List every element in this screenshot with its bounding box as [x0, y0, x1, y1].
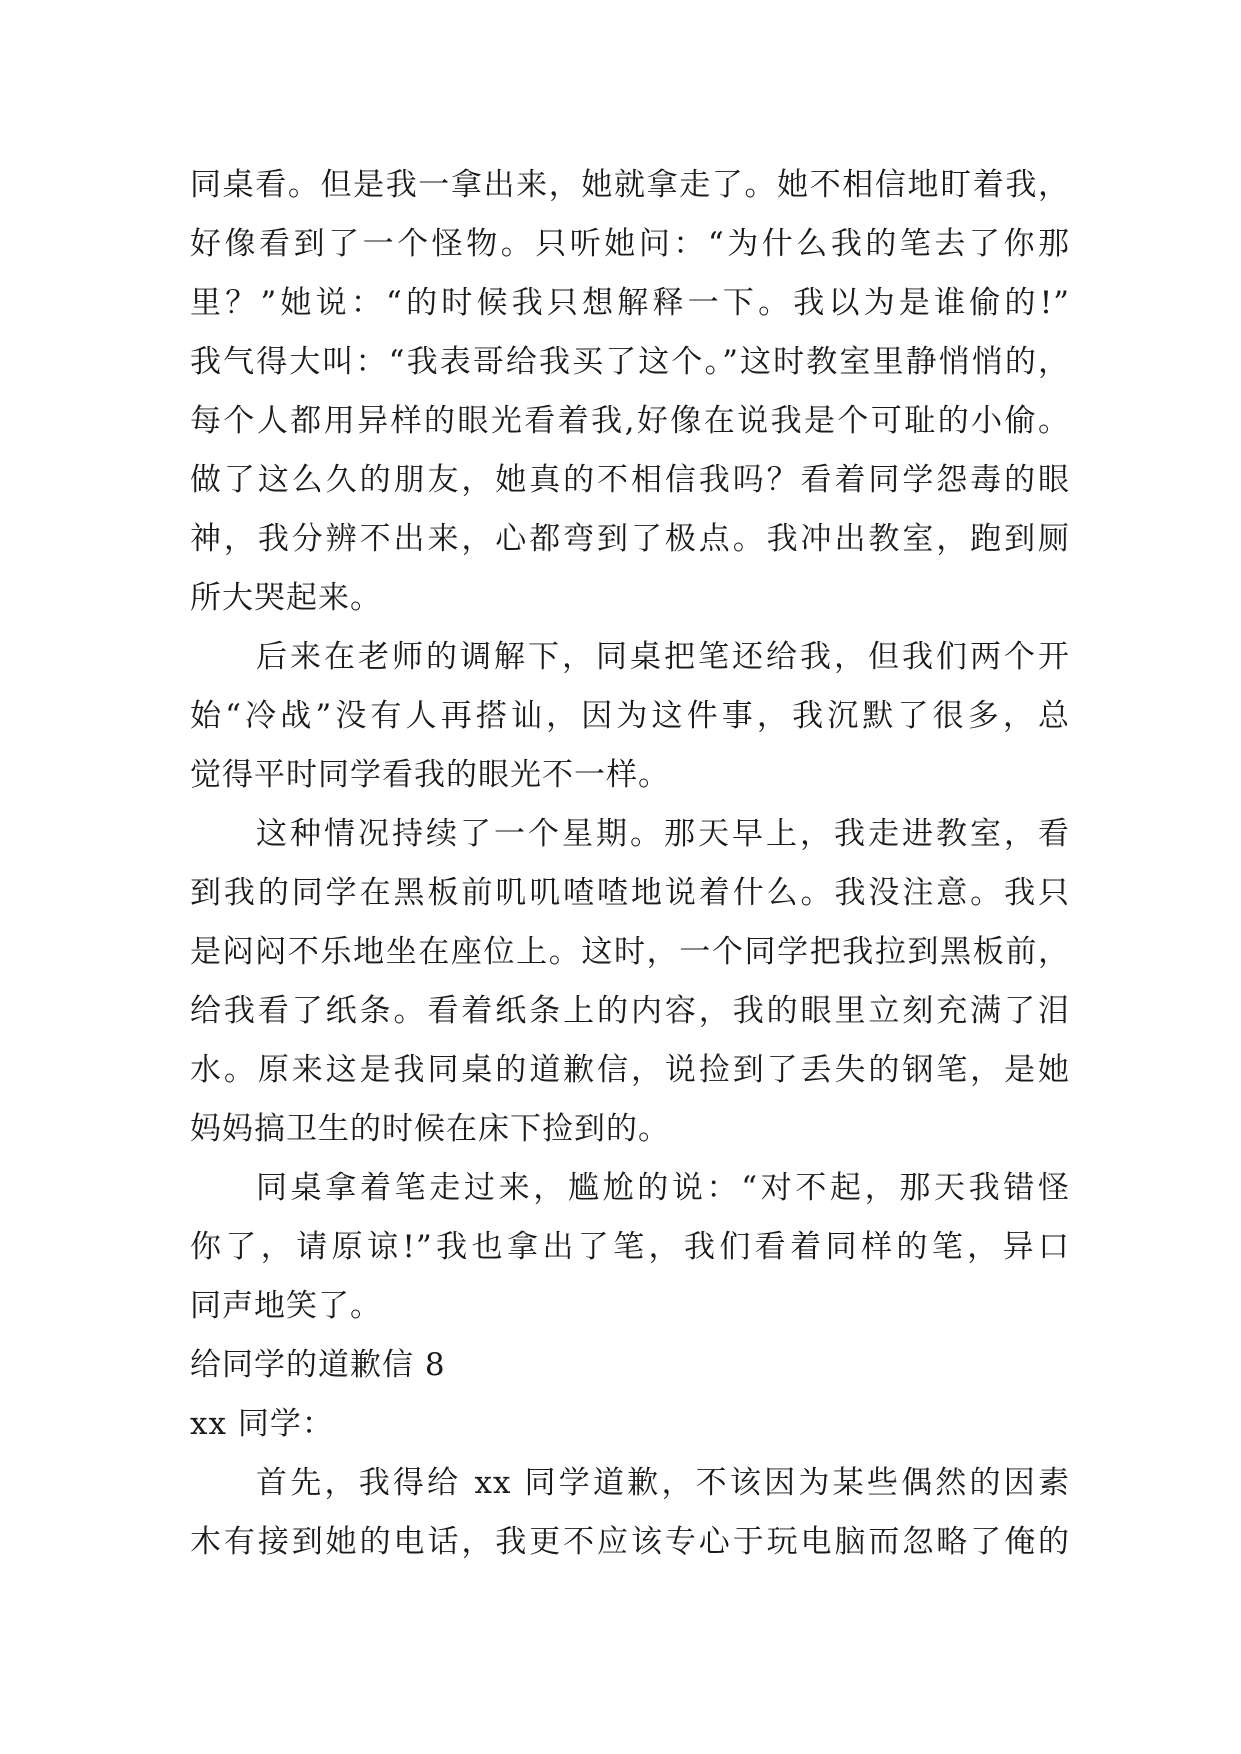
- text-line: 始“冷战”没有人再搭讪，因为这件事，我沉默了很多，总: [190, 698, 1070, 734]
- text-line: 同声地笑了。: [190, 1288, 382, 1324]
- salutation: xx 同学：: [190, 1406, 334, 1442]
- text-line: 给我看了纸条。看着纸条上的内容，我的眼里立刻充满了泪: [190, 993, 1070, 1029]
- paragraph-first-line: 后来在老师的调解下，同桌把笔还给我，但我们两个开: [256, 639, 1070, 675]
- text-line: 每个人都用异样的眼光看着我,好像在说我是个可耻的小偷。: [190, 403, 1070, 439]
- text-line: 到我的同学在黑板前叽叽喳喳地说着什么。我没注意。我只: [190, 875, 1070, 911]
- text-line: 做了这么久的朋友，她真的不相信我吗？看着同学怨毒的眼: [190, 462, 1070, 498]
- text-line: 水。原来这是我同桌的道歉信，说捡到了丢失的钢笔，是她: [190, 1052, 1070, 1088]
- text-line: 木有接到她的电话，我更不应该专心于玩电脑而忽略了俺的: [190, 1524, 1070, 1560]
- text-line: 妈妈搞卫生的时候在床下捡到的。: [190, 1111, 670, 1147]
- text-line: 神，我分辨不出来，心都弯到了极点。我冲出教室，跑到厕: [190, 521, 1070, 557]
- text-line: 好像看到了一个怪物。只听她问：“为什么我的笔去了你那: [190, 226, 1070, 262]
- text-line: 我气得大叫：“我表哥给我买了这个。”这时教室里静悄悄的，: [190, 344, 1070, 380]
- text-line: 觉得平时同学看我的眼光不一样。: [190, 757, 670, 793]
- text-line: 里？”她说：“的时候我只想解释一下。我以为是谁偷的!”: [190, 285, 1070, 321]
- paragraph-first-line: 同桌拿着笔走过来，尴尬的说：“对不起，那天我错怪: [256, 1170, 1070, 1206]
- text-line: 你了，请原谅!”我也拿出了笔，我们看着同样的笔，异口: [190, 1229, 1070, 1265]
- document-body: [190, 156, 1070, 1572]
- text-line: 同桌看。但是我一拿出来，她就拿走了。她不相信地盯着我，: [190, 167, 1070, 203]
- paragraph-first-line: 这种情况持续了一个星期。那天早上，我走进教室，看: [256, 816, 1070, 852]
- text-line: 是闷闷不乐地坐在座位上。这时，一个同学把我拉到黑板前，: [190, 934, 1070, 970]
- paragraph-first-line: 首先，我得给 xx 同学道歉，不该因为某些偶然的因素: [256, 1465, 1070, 1501]
- text-line: 所大哭起来。: [190, 580, 382, 616]
- section-heading: 给同学的道歉信 8: [190, 1347, 446, 1383]
